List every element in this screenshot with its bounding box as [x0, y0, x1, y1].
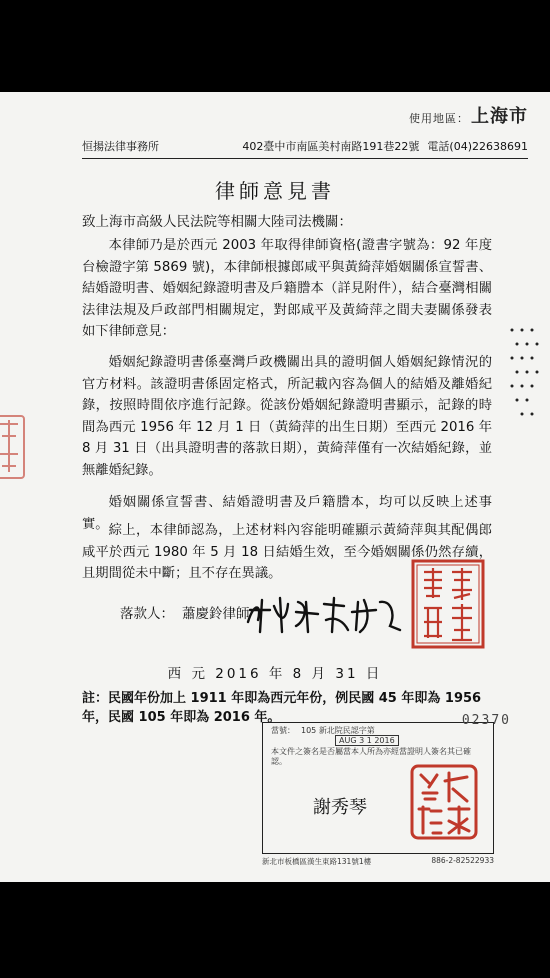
- notary-footer: [262, 856, 494, 867]
- handwritten-signature: [240, 592, 410, 636]
- paragraph-2: 婚姻紀錄證明書係臺灣戶政機關出具的證明個人婚姻紀錄情況的官方材料。該證明書係固定格式，所記載內容為個人的結婚及離婚紀錄，按照時間依序進行記錄。從該份婚姻紀錄證明書顯示，記錄的時間為西元 1956 年 12 月 1 日（黃綺萍的出生日期）至西元 2016 年 8 月 31 日（出具證明書的落款日期），黃綺萍僅有一次結婚紀錄，並無離婚紀錄。: [82, 355, 492, 478]
- signer-name: 蕭慶鈴律師: [182, 606, 250, 622]
- notary-date: AUG 3 1 2016: [335, 735, 399, 746]
- addressee: 致上海市高級人民法院等相關大陸司法機關：: [82, 214, 352, 230]
- document-page: [0, 92, 550, 882]
- usage-city: 上海市: [471, 106, 528, 127]
- notary-office: 105 新北院民認字第: [301, 726, 375, 735]
- paragraph-4: 綜上，本律師認為，上述材料內容能明確顯示黃綺萍與其配偶郎咸平於西元 1980 年 5 月 18 日結婚生效，至今婚姻關係仍然存續，且期間從未中斷；且不存在異議。: [82, 523, 492, 581]
- document-title: 律師意見書: [215, 179, 335, 203]
- lawyer-seal-stamp: [410, 558, 486, 650]
- partial-seal-left-edge: [0, 410, 30, 485]
- scan-margin-dots: [506, 322, 542, 432]
- document-date: 西 元 2016 年 8 月 31 日: [167, 666, 383, 682]
- notary-stamp-box: [262, 713, 511, 854]
- notary-phone: 886-2-82522933: [431, 856, 494, 865]
- notary-seal: [409, 763, 479, 841]
- notary-address: 新北市板橋區漢生東路131號1樓: [262, 857, 372, 866]
- firm-address: 402臺中市南區美村南路191巷22號: [242, 140, 420, 153]
- usage-label: 使用地區：: [409, 112, 469, 125]
- firm-phone: 電話(04)22638691: [427, 140, 528, 153]
- notary-serial: 02370: [461, 713, 511, 728]
- notary-label: 當號：: [271, 726, 295, 735]
- signer-label: 落款人：: [120, 606, 174, 622]
- signer-line: [120, 602, 250, 622]
- notary-text: 本文件之簽名是否屬當本人所為亦經當證明人簽名其已確認。: [271, 747, 471, 766]
- paragraph-1: 本律師乃是於西元 2003 年取得律師資格(證書字號為：92 年度台檢證字第 5869 號)，本律師根據郎咸平與黃綺萍婚姻關係宣誓書、結婚證明書、婚姻紀錄證明書及戶籍謄本（詳見附件），結合臺灣相關法律法規及戶政部門相關規定，對郎咸平及黃綺萍之間夫妻關係發表如下律師意見：: [82, 238, 492, 339]
- firm-name: 恒揚法律事務所: [82, 140, 159, 153]
- letterhead: [82, 138, 528, 159]
- paragraph-3: 婚姻關係宣誓書、結婚證明書及戶籍謄本，均可以反映上述事實。: [82, 495, 492, 532]
- notary-name: 謝秀琴: [313, 797, 367, 818]
- usage-region: [409, 102, 528, 128]
- footnote: 註：民國年份加上 1911 年即為西元年份，例民國 45 年即為 1956 年，民國 105 年即為 2016 年。: [82, 691, 482, 725]
